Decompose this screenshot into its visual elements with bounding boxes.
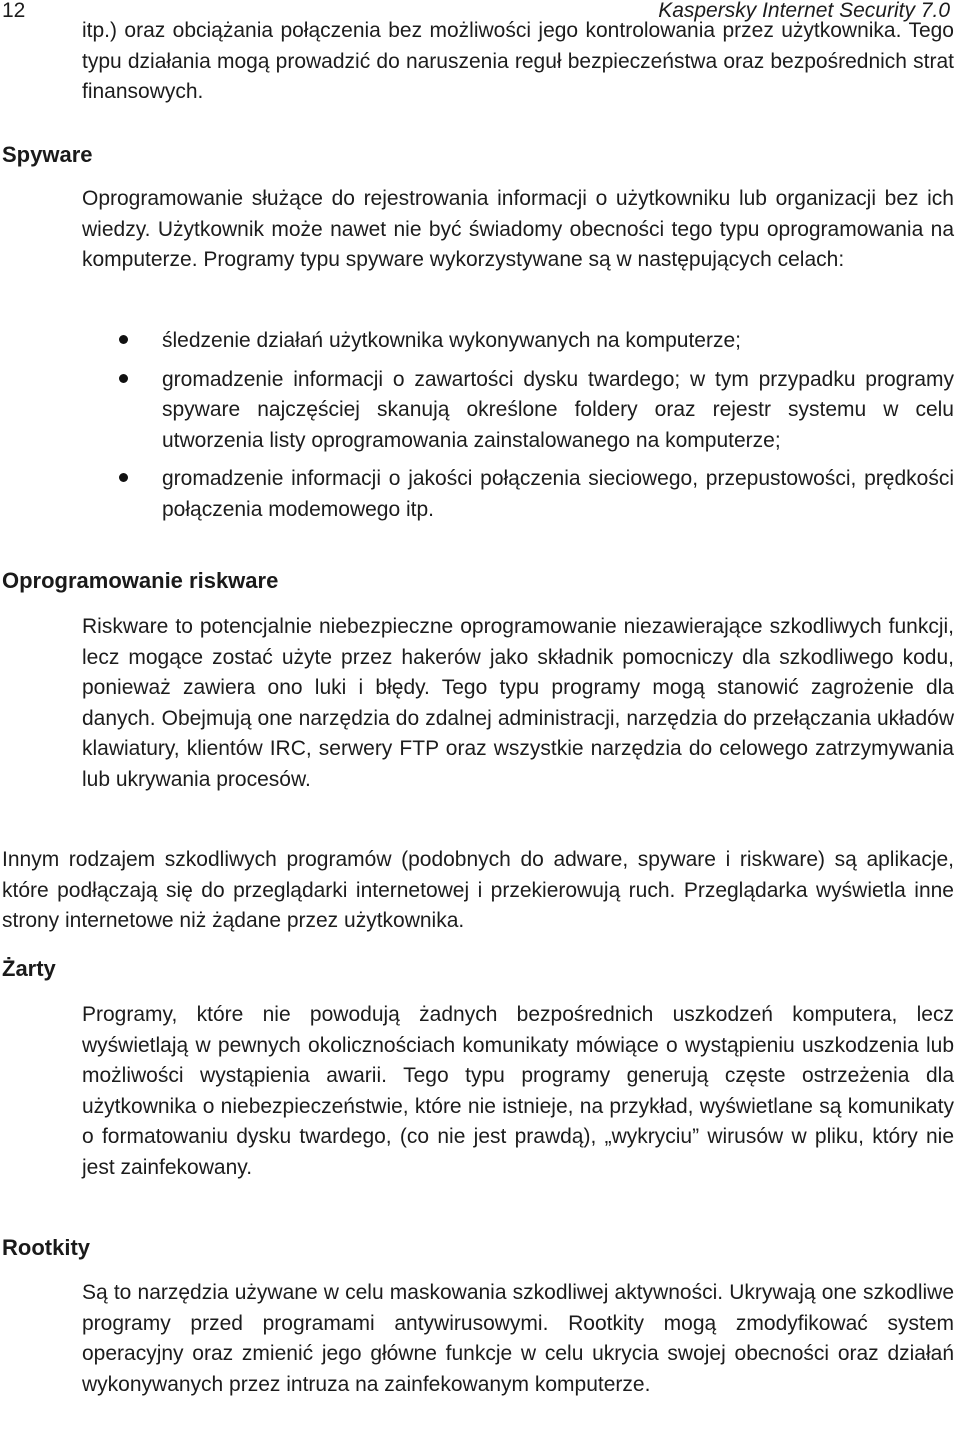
riskware-body: Riskware to potencjalnie niebezpieczne oprogramowanie niezawierające szkodliwych funkcji, lecz mogące zostać użyte przez hakerów jako składnik pomocniczy dla szkodliwego kodu, ponieważ zawiera ono luki i błędy. Tego typu programy mogą stanowić zagrożenie dla danych. Obejmują one narzędzia do zdalnej administracji, narzędzia do przełączania układów klawiatury, klientów IRC, serwery FTP oraz wszystkie narzędzia do celowego zatrzymywania lub ukrywania procesów. (82, 615, 954, 791)
list-item (162, 464, 954, 525)
list-item (162, 326, 954, 357)
general-note-text: Innym rodzajem szkodliwych programów (podobnych do adware, spyware i riskware) są aplikacje, które podłączają się do przeglądarki internetowej i przekierowują ruch. Przeglądarka wyświetla inne strony internetowe niż żądane przez użytkownika. (2, 848, 954, 932)
spyware-heading: Spyware (2, 142, 93, 167)
spyware-bullet-list (162, 326, 954, 533)
intro-text: itp.) oraz obciążania połączenia bez możliwości jego kontrolowania przez użytkownika. Tego typu działania mogą prowadzić do naruszenia reguł bezpieczeństwa oraz bezpośrednich strat finansowych. (82, 19, 954, 103)
intro-paragraph (82, 16, 954, 108)
page-number: 12 (2, 0, 26, 22)
general-note-paragraph (2, 845, 954, 937)
jokes-paragraph (82, 1000, 954, 1183)
jokes-heading: Żarty (2, 956, 56, 981)
rootkits-body: Są to narzędzia używane w celu maskowania szkodliwej aktywności. Ukrywają one szkodliwe programy przed programami antywirusowymi. Rootkity mogą zmodyfikować system operacyjny oraz zmienić jego główne funkcje w celu ukrycia swojej obecności oraz działań wykonywanych przez intruza na zainfekowanym komputerze. (82, 1281, 954, 1396)
riskware-paragraph (82, 612, 954, 795)
bullet-icon (119, 374, 128, 383)
rootkits-heading: Rootkity (2, 1235, 90, 1260)
bullet-icon (119, 473, 128, 482)
bullet-icon (119, 335, 128, 344)
jokes-body: Programy, które nie powodują żadnych bezpośrednich uszkodzeń komputera, lecz wyświetlają w pewnych okolicznościach komunikaty mówiące o wystąpieniu uszkodzenia lub możliwości wystąpienia awarii. Tego typu programy generują częste ostrzeżenia dla użytkownika o niebezpieczeństwie, które nie istnieje, na przykład, wyświetlane są komunikaty o formatowaniu dysku twardego, (co nie jest prawdą), „wykryciu” wirusów w pliku, który nie jest zainfekowany. (82, 1003, 954, 1179)
list-item-text: gromadzenie informacji o jakości połączenia sieciowego, przepustowości, prędkości połączenia modemowego itp. (162, 467, 954, 521)
spyware-body: Oprogramowanie służące do rejestrowania informacji o użytkowniku lub organizacji bez ich wiedzy. Użytkownik może nawet nie być świadomy obecności tego typu oprogramowania na komputerze. Programy typu spyware wykorzystywane są w następujących celach: (82, 187, 954, 271)
running-header: Kaspersky Internet Security 7.0 (658, 0, 950, 22)
riskware-heading: Oprogramowanie riskware (2, 568, 279, 593)
spyware-paragraph (82, 184, 954, 276)
list-item-text: gromadzenie informacji o zawartości dysku twardego; w tym przypadku programy spyware najczęściej skanują określone foldery oraz rejestr systemu w celu utworzenia listy oprogramowania zainstalowanego na komputerze; (162, 367, 954, 452)
list-item-text: śledzenie działań użytkownika wykonywanych na komputerze; (162, 329, 741, 352)
rootkits-paragraph (82, 1278, 954, 1400)
list-item (162, 365, 954, 457)
